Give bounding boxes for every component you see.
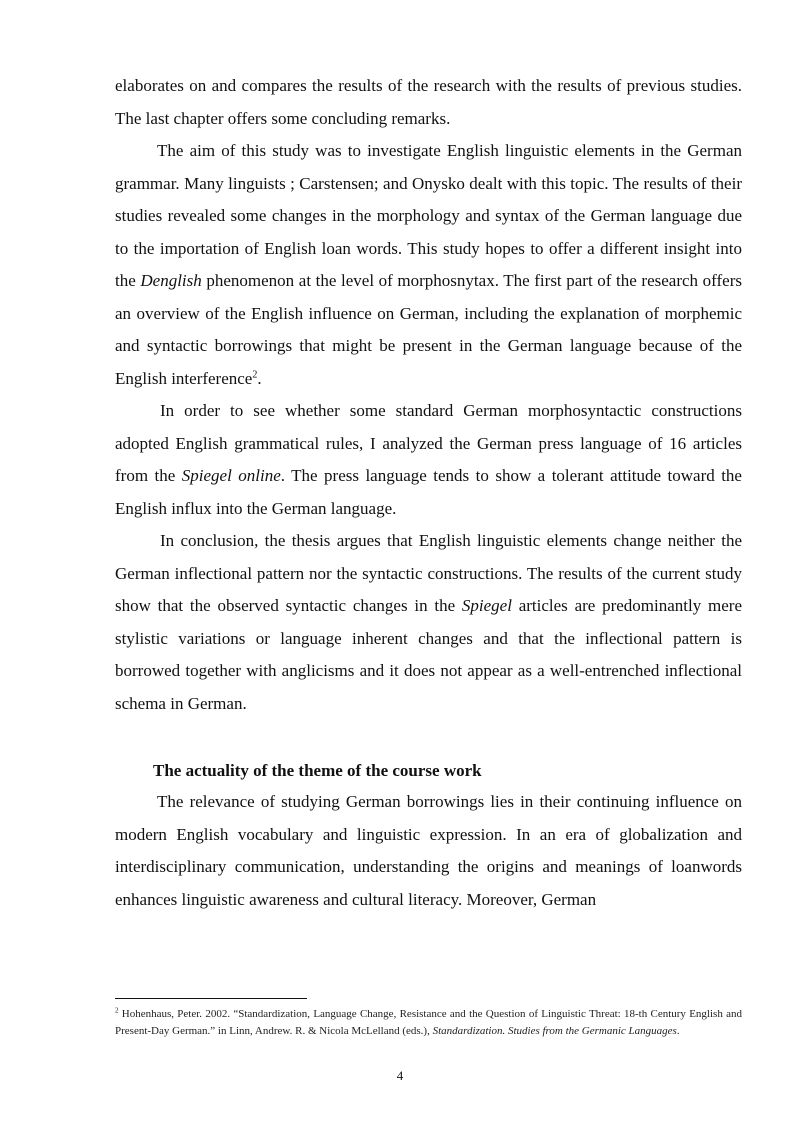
term-spiegel-online: Spiegel online	[181, 466, 281, 485]
paragraph-conclusion-text-a: In conclusion, the thesis argues that English linguistic elements change neither the German inflectional pattern nor the syntactic constructions. The results of the current study show that the observed syntactic changes in the	[115, 531, 742, 615]
paragraph-conclusion	[115, 525, 742, 720]
footnote-reference[interactable]: 2	[252, 368, 258, 380]
page-body	[115, 70, 742, 916]
paragraph-intro-end: elaborates on and compares the results of the research with the results of previous studies. The last chapter offers some concluding remarks.	[115, 76, 742, 128]
paragraph-aim-text-b: phenomenon at the level of morphosnytax. The first part of the research offers an overview of the English influence on German, including the explanation of morphemic and syntactic borrowings that might be present in the German language because of the English interference	[115, 271, 742, 388]
footnote	[115, 1006, 742, 1040]
term-spiegel: Spiegel	[461, 596, 512, 615]
page-number: 4	[396, 1068, 404, 1083]
footnote-title: Standardization. Studies from the Germanic Languages	[432, 1025, 677, 1037]
paragraph-aim	[115, 135, 742, 395]
paragraph-conclusion-text-b: articles are predominantly mere stylistic variations or language inherent changes and that the inflectional pattern is borrowed together with anglicisms and it does not appear as a well-entrenched inflectional schema in German.	[115, 596, 742, 713]
paragraph-aim-text-c: .	[257, 368, 262, 388]
footnote-text: Hohenhaus, Peter. 2002. “Standardization, Language Change, Resistance and the Question of Linguistic Threat: 18-th Century English and Present-Day German.” in Linn, Andrew. R. & Nicola McLelland (eds.),	[115, 1008, 742, 1037]
footnote-divider	[115, 998, 307, 999]
paragraph-method-text-b: . The press language tends to show a tolerant attitude toward the English influx into the German language.	[115, 466, 742, 518]
footnote-marker: 2	[115, 1006, 119, 1015]
term-denglish: Denglish	[140, 271, 202, 290]
paragraph-method-text-a: In order to see whether some standard German morphosyntactic constructions adopted English grammatical rules, I analyzed the German press language of 16 articles from the	[115, 401, 742, 485]
paragraph-aim-text-a: The aim of this study was to investigate English linguistic elements in the German grammar. Many linguists ; Carstensen; and Onysko dealt with this topic. The results of their studies revealed some changes in the morphology and syntax of the German language due to the importation of English loan words. This study hopes to offer a different insight into the	[115, 141, 742, 290]
paragraph-relevance: The relevance of studying German borrowings lies in their continuing influence on modern English vocabulary and linguistic expression. In an era of globalization and interdisciplinary communication, understanding the origins and meanings of loanwords enhances linguistic awareness and cultural literacy. Moreover, German	[115, 792, 742, 909]
section-heading: The actuality of the theme of the course work	[153, 761, 482, 780]
footnote-end: .	[676, 1025, 680, 1037]
paragraph-method	[115, 395, 742, 525]
